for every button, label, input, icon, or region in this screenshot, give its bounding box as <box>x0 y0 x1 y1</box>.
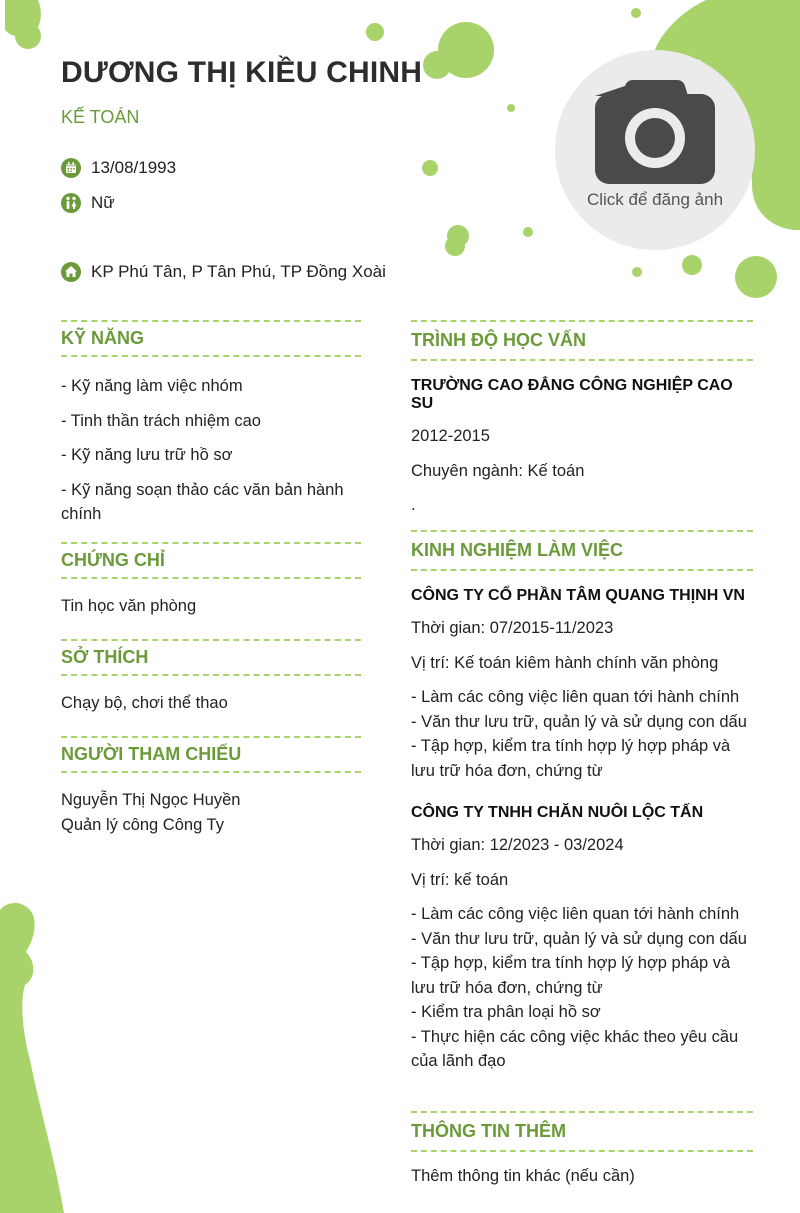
job-duty: - Kiểm tra phân loại hồ sơ <box>411 1003 601 1021</box>
job-duty: - Văn thư lưu trữ, quản lý và sử dụng con dấu <box>411 712 747 731</box>
photo-upload[interactable] <box>555 50 755 250</box>
address-row <box>61 262 386 282</box>
education-section <box>411 320 753 518</box>
company-name: CÔNG TY CỔ PHẦN TÂM QUANG THỊNH VN <box>411 587 745 604</box>
experience-section <box>411 530 753 1074</box>
skills-section <box>61 320 361 527</box>
photo-caption: Click để đăng ảnh <box>586 190 724 209</box>
candidate-name: DƯƠNG THỊ KIỀU CHINH <box>61 56 423 89</box>
company-name: CÔNG TY TNHH CHĂN NUÔI LỘC TẤN <box>411 804 704 821</box>
hobbies-text: Chạy bộ, chơi thể thao <box>61 694 228 712</box>
extra-text: Thêm thông tin khác (nếu cần) <box>411 1167 635 1185</box>
job-entry <box>411 587 753 783</box>
job-time: Thời gian: 12/2023 - 03/2024 <box>411 836 624 854</box>
job-duty: - Tập hợp, kiểm tra tính hợp lý hợp pháp và lưu trữ hóa đơn, chứng từ <box>411 954 731 997</box>
job-position: Vị trí: kế toán <box>411 870 509 889</box>
section-title: CHỨNG CHỈ <box>61 542 361 579</box>
education-note: . <box>411 496 416 514</box>
hobbies-section <box>61 639 361 716</box>
calendar-icon <box>61 158 81 178</box>
job-position: Vị trí: Kế toán kiêm hành chính văn phòng <box>411 653 719 672</box>
gender-row <box>61 193 115 213</box>
section-title: THÔNG TIN THÊM <box>411 1111 753 1152</box>
reference-role: Quản lý công Công Ty <box>61 815 224 834</box>
job-time: Thời gian: 07/2015-11/2023 <box>411 619 614 637</box>
school-name: TRƯỜNG CAO ĐẲNG CÔNG NGHIỆP CAO SU <box>411 377 733 412</box>
dob-row <box>61 158 176 178</box>
certificates-section <box>61 542 361 619</box>
section-title: SỞ THÍCH <box>61 639 361 676</box>
list-item: - Kỹ năng lưu trữ hồ sơ <box>61 446 233 464</box>
list-item: Tin học văn phòng <box>61 597 197 615</box>
section-title: KỸ NĂNG <box>61 320 361 357</box>
references-section <box>61 736 361 837</box>
reference-name: Nguyễn Thị Ngọc Huyền <box>61 791 241 809</box>
gender-icon <box>61 193 81 213</box>
home-icon <box>61 262 81 282</box>
extra-section <box>411 1111 753 1189</box>
job-duty: - Tập hợp, kiểm tra tính hợp lý hợp pháp và lưu trữ hóa đơn, chứng từ <box>411 737 731 780</box>
section-title: NGƯỜI THAM CHIẾU <box>61 736 361 773</box>
address-value: KP Phú Tân, P Tân Phú, TP Đồng Xoài <box>91 262 386 281</box>
job-entry <box>411 804 753 1074</box>
gender-value: Nữ <box>91 193 115 212</box>
camera-icon <box>595 78 715 184</box>
dob-value: 13/08/1993 <box>91 158 177 177</box>
section-title: TRÌNH ĐỘ HỌC VẤN <box>411 320 753 361</box>
list-item: - Tinh thần trách nhiệm cao <box>61 411 261 430</box>
job-duty: - Làm các công việc liên quan tới hành chính <box>411 688 740 706</box>
job-title: KẾ TOÁN <box>61 107 140 127</box>
section-title: KINH NGHIỆM LÀM VIỆC <box>411 530 753 571</box>
education-years: 2012-2015 <box>411 427 490 445</box>
job-duty: - Thực hiện các công việc khác theo yêu cầu của lãnh đạo <box>411 1027 739 1070</box>
job-duty: - Văn thư lưu trữ, quản lý và sử dụng con dấu <box>411 929 747 948</box>
education-major: Chuyên ngành: Kế toán <box>411 461 585 480</box>
job-duty: - Làm các công việc liên quan tới hành chính <box>411 905 740 923</box>
list-item: - Kỹ năng soạn thảo các văn bản hành chính <box>61 480 344 523</box>
list-item: - Kỹ năng làm việc nhóm <box>61 377 243 395</box>
